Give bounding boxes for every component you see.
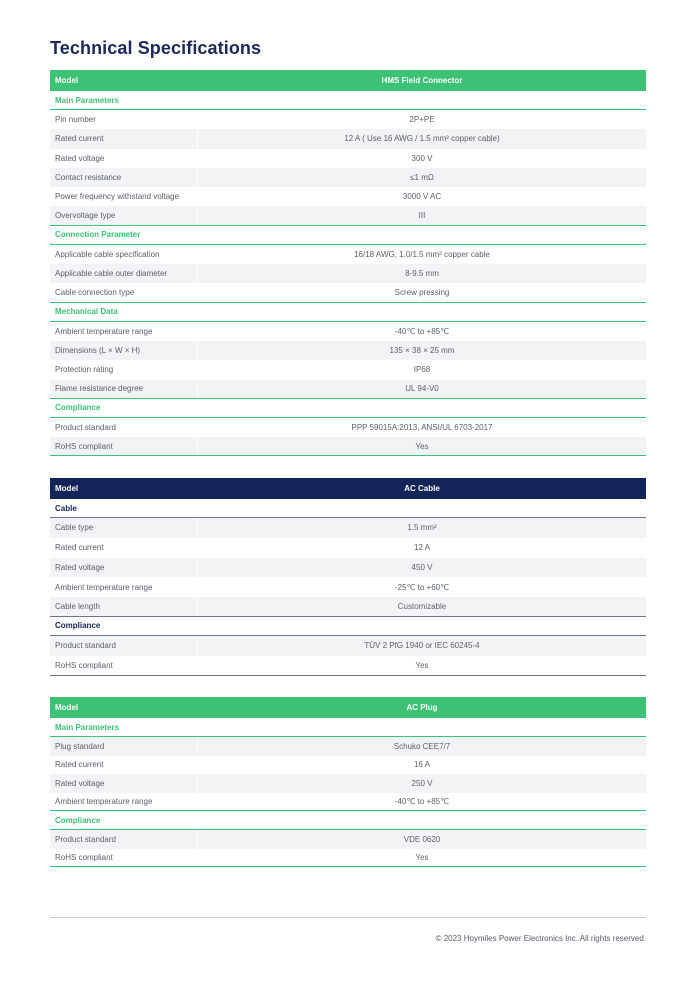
model-label: Model xyxy=(55,484,79,493)
section-title: Mechanical Data xyxy=(50,303,646,322)
section-title: Main Parameters xyxy=(50,718,646,737)
section-title: Cable xyxy=(50,499,646,518)
section-title: Compliance xyxy=(50,617,646,636)
table-row xyxy=(50,518,646,538)
spec-table-hms-field-connector xyxy=(50,70,646,456)
row-label: Ambient temperature range xyxy=(55,582,153,592)
row-value: Screw pressing xyxy=(394,288,450,298)
table-row xyxy=(50,322,646,341)
row-label: Rated current xyxy=(55,760,104,770)
row-label: Flame resistance degree xyxy=(50,380,197,398)
table-row xyxy=(50,360,646,379)
row-value: -40℃ to +85℃ xyxy=(394,796,450,806)
row-value: -25℃ to +60℃ xyxy=(394,582,450,592)
table-row xyxy=(50,577,646,597)
row-value: TÜV 2 PfG 1940 or IEC 60245-4 xyxy=(198,636,646,656)
row-label: Rated current xyxy=(50,129,197,148)
row-label: Rated voltage xyxy=(55,153,105,163)
table-row xyxy=(50,418,646,437)
page-title: Technical Specifications xyxy=(50,38,262,58)
table-row xyxy=(50,245,646,264)
footer-divider xyxy=(50,917,646,918)
row-value: III xyxy=(198,206,646,224)
row-label: Product standard xyxy=(55,423,116,432)
table-row xyxy=(50,538,646,558)
row-value: 8-9.5 mm xyxy=(198,264,646,283)
row-label: Rated voltage xyxy=(50,774,197,793)
table-row xyxy=(50,849,646,868)
row-value: ≤1 mΩ xyxy=(198,168,646,187)
row-label: Ambient temperature range xyxy=(55,326,153,336)
table-row xyxy=(50,774,646,793)
section-title: Connection Parameter xyxy=(50,226,646,245)
row-value: VDE 0620 xyxy=(198,830,646,849)
row-label: Applicable cable specification xyxy=(55,249,160,259)
row-label: Pin number xyxy=(55,115,96,125)
row-value: 1.5 mm² xyxy=(198,518,646,538)
row-label: Plug standard xyxy=(50,737,197,756)
row-value: 2P+PE xyxy=(409,115,435,125)
table-row xyxy=(50,129,646,148)
row-label: Cable connection type xyxy=(55,288,135,298)
row-value: 135 × 38 × 25 mm xyxy=(198,341,646,360)
footer-copyright: © 2023 Hoymiles Power Electronics Inc. All rights reserved. xyxy=(435,934,646,943)
section-title: Compliance xyxy=(50,399,646,418)
table-row xyxy=(50,597,646,617)
row-label: Rated current xyxy=(55,543,104,553)
section-title: Main Parameters xyxy=(50,91,646,110)
row-value: 16 A xyxy=(413,760,430,770)
row-value: IP68 xyxy=(413,365,431,375)
table-row xyxy=(50,264,646,283)
row-label: Power frequency withstand voltage xyxy=(55,192,180,202)
model-value: AC Cable xyxy=(404,484,440,493)
section-title: Compliance xyxy=(50,811,646,830)
model-label: Model xyxy=(55,75,79,85)
row-label: Contact resistance xyxy=(50,168,197,187)
row-value: 12 A ( Use 16 AWG / 1.5 mm² copper cable) xyxy=(198,129,646,148)
table-row xyxy=(50,437,646,456)
table-row xyxy=(50,341,646,360)
row-label: Rated voltage xyxy=(50,558,197,578)
row-value: 450 V xyxy=(198,558,646,578)
table-row xyxy=(50,149,646,168)
table-header xyxy=(50,70,646,91)
spec-table-ac-cable xyxy=(50,478,646,676)
row-label: Protection rating xyxy=(55,365,114,375)
model-value: AC Plug xyxy=(406,702,438,712)
row-value: Yes xyxy=(198,437,646,455)
row-label: Product standard xyxy=(50,636,197,656)
row-label: Overvoltage type xyxy=(50,206,197,224)
table-header xyxy=(50,478,646,499)
model-label: Model xyxy=(55,702,79,712)
row-label: Applicable cable outer diameter xyxy=(50,264,197,283)
row-label: Dimensions (L × W × H) xyxy=(50,341,197,360)
row-label: Ambient temperature range xyxy=(55,796,153,806)
table-row xyxy=(50,737,646,756)
row-label: RoHS compliant xyxy=(55,660,113,670)
row-value: Yes xyxy=(415,852,429,862)
table-row xyxy=(50,187,646,206)
table-row xyxy=(50,830,646,849)
row-value: 3000 V AC xyxy=(402,192,442,202)
table-row xyxy=(50,168,646,187)
row-label: Cable type xyxy=(50,518,197,538)
row-value: 12 A xyxy=(413,543,430,553)
row-value: Schuko CEE7/7 xyxy=(198,737,646,756)
row-value: Yes xyxy=(415,660,429,670)
table-row xyxy=(50,793,646,812)
row-label: RoHS compliant xyxy=(50,437,197,455)
table-row xyxy=(50,558,646,578)
model-value: HMS Field Connector xyxy=(381,75,463,85)
table-row xyxy=(50,206,646,225)
table-row xyxy=(50,110,646,129)
row-label: Product standard xyxy=(50,830,197,849)
table-row xyxy=(50,656,646,676)
table-row xyxy=(50,380,646,399)
row-value: 300 V xyxy=(411,153,433,163)
row-value: 250 V xyxy=(198,774,646,793)
row-value: 16/18 AWG, 1.0/1.5 mm² copper cable xyxy=(354,249,490,259)
spec-table-ac-plug xyxy=(50,697,646,867)
row-label: RoHS compliant xyxy=(55,852,113,862)
row-value: UL 94-V0 xyxy=(198,380,646,398)
table-row xyxy=(50,283,646,302)
row-value: PPP 59015A:2013, ANSI/UL 6703-2017 xyxy=(351,423,493,432)
table-row xyxy=(50,636,646,656)
table-header xyxy=(50,697,646,718)
row-value: Customizable xyxy=(198,597,646,616)
table-row xyxy=(50,756,646,775)
row-label: Cable length xyxy=(50,597,197,616)
row-value: -40℃ to +85℃ xyxy=(394,326,450,336)
